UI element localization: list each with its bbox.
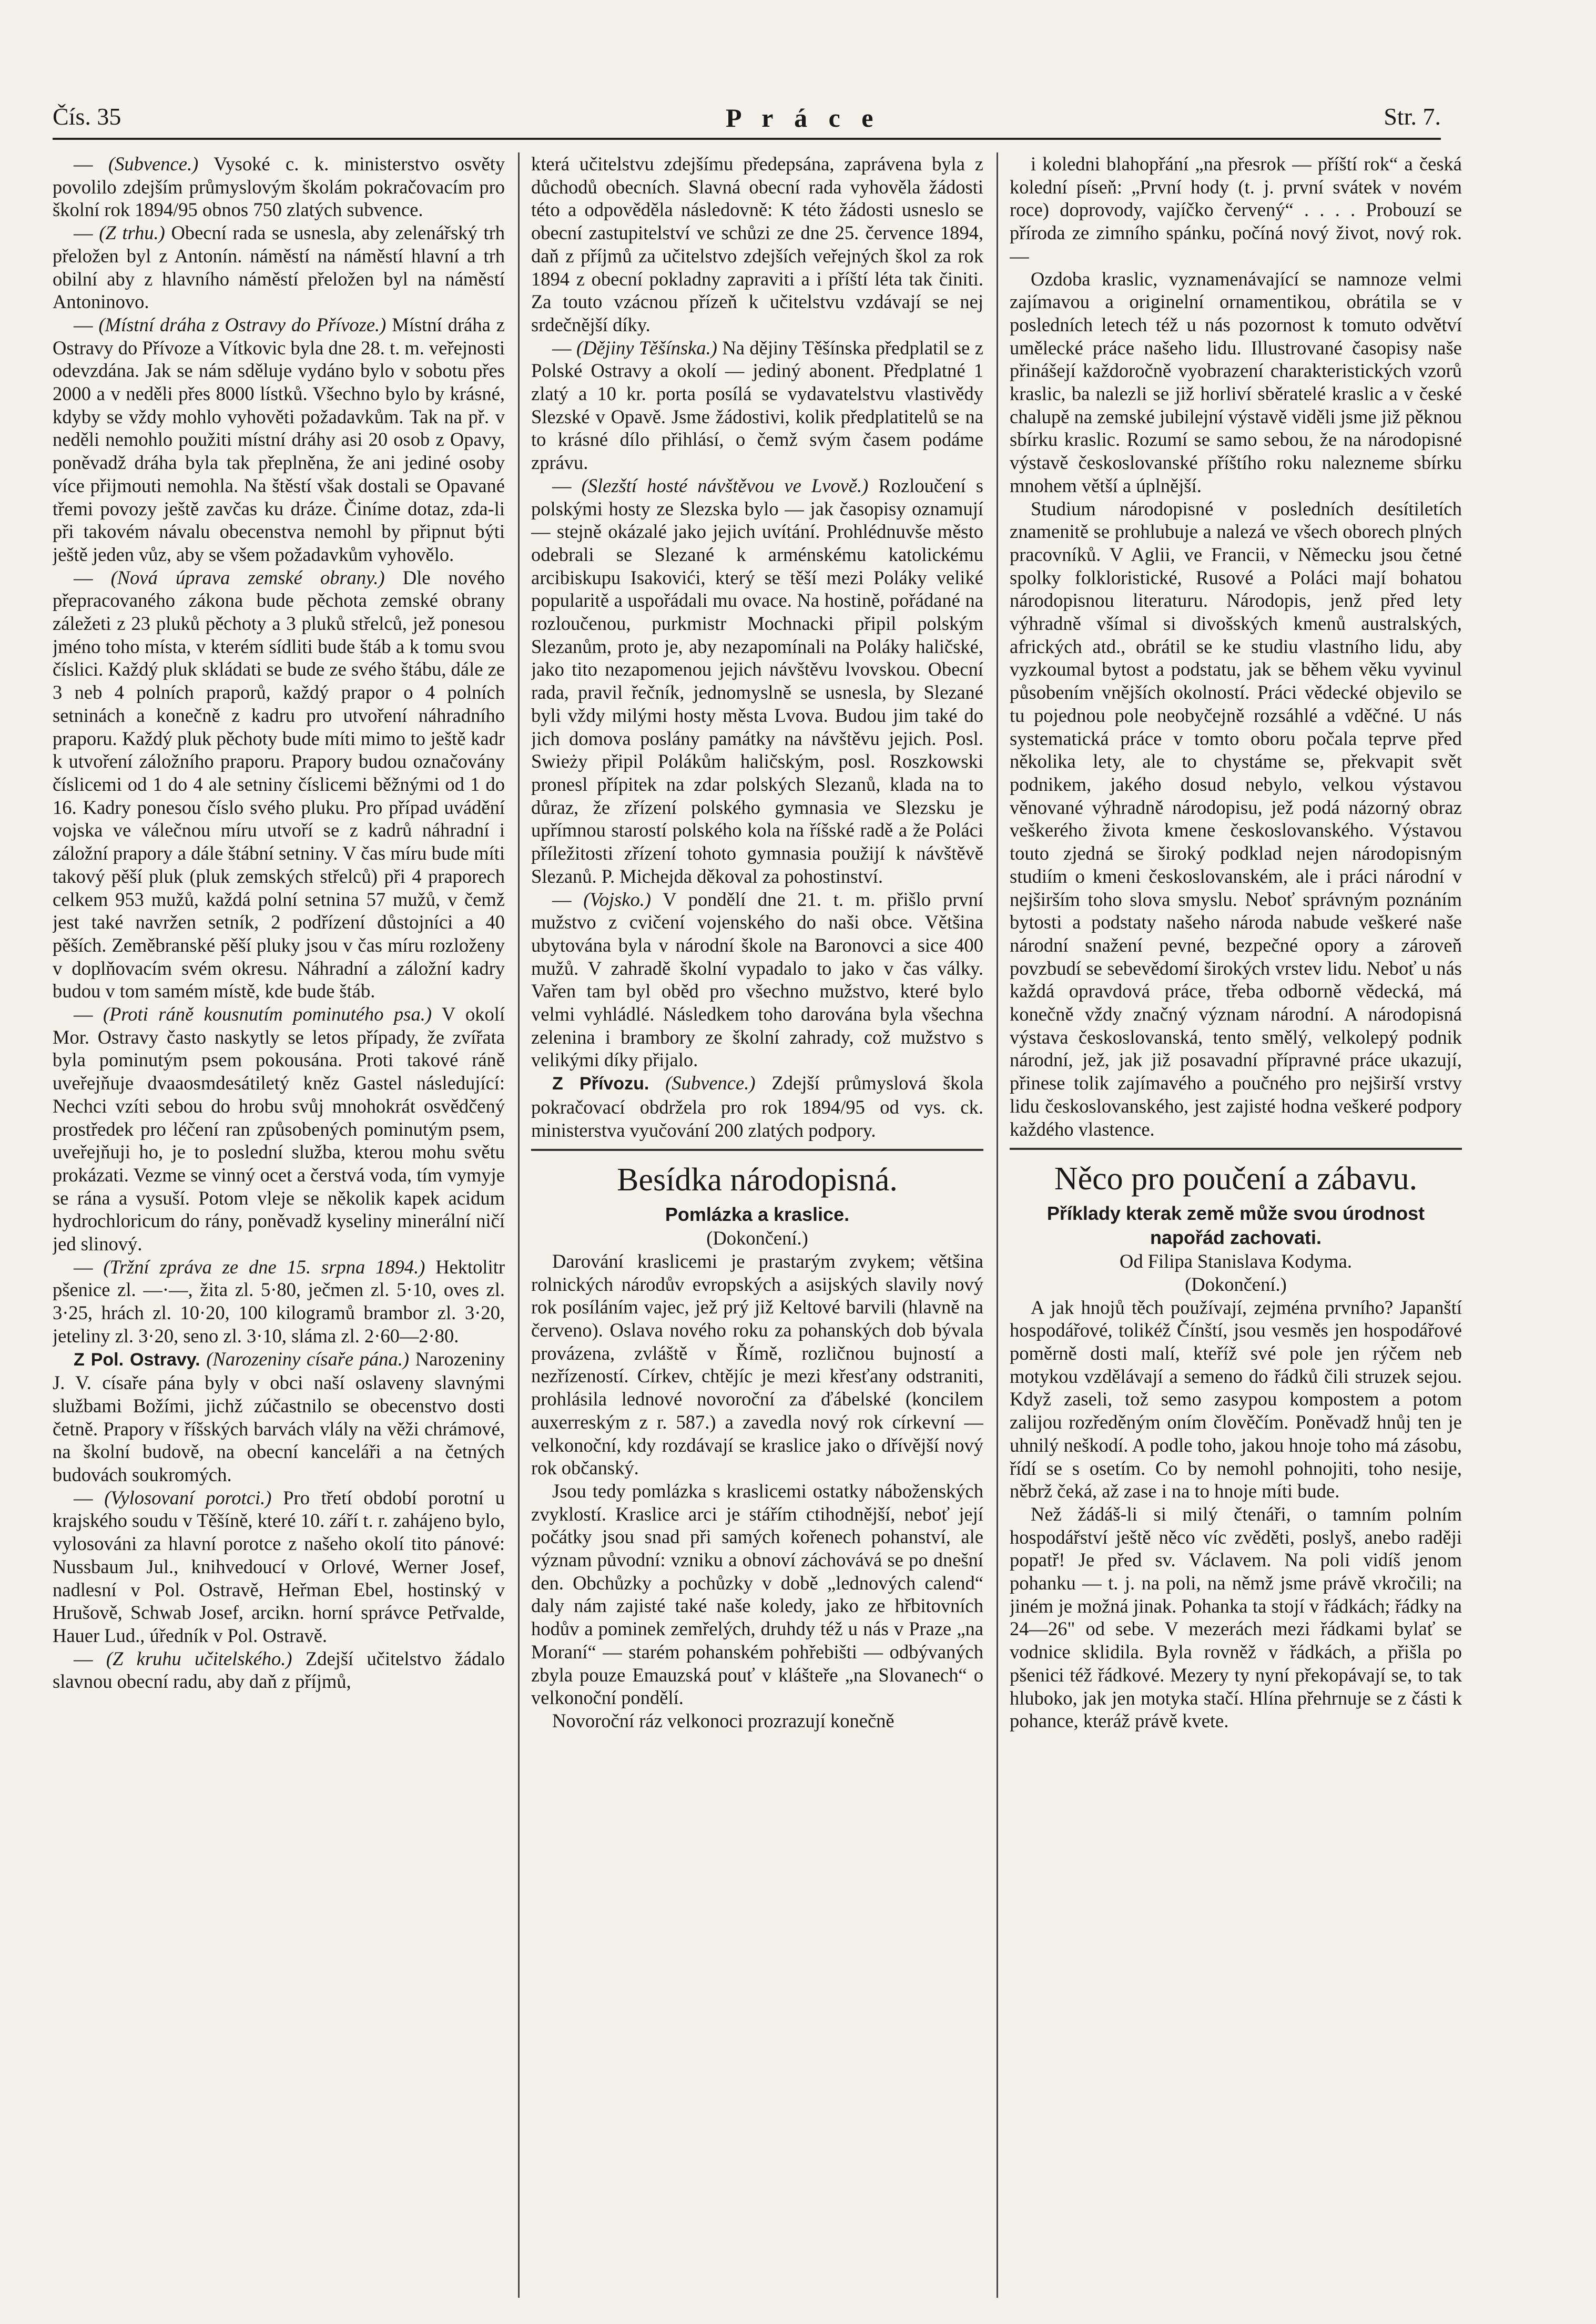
- article-text: Vysoké c. k. ministerstvo osvěty povolilo zdejším průmyslovým školám pokračovacím pro školní rok 1894/95 obnos 750 zlatých subvence.: [53, 153, 505, 221]
- neco-title: Něco pro poučení a zábavu.: [1054, 1161, 1418, 1197]
- article-paragraph: [53, 1348, 505, 1486]
- article-text: Narozeniny J. V. císaře pána byly v obci naší oslaveny slavnými službami Božími, jichž zúčastnilo se obecenstvo dosti četně. Prapory v říšských barvách vlály na věži chrámové, na školní budově, na obecní kanceláři a na četných budovách soukromých.: [53, 1348, 505, 1486]
- article-paragraph: — (Subvence.) Vysoké c. k. ministerstvo osvěty povolilo zdejším průmyslovým školám pokračovacím pro školní rok 1894/95 obnos 750 zlatých subvence.: [53, 153, 505, 221]
- header-rule: [53, 138, 1441, 140]
- issue-number: Čís. 35: [53, 103, 121, 130]
- page-number: Str. 7.: [1384, 103, 1441, 130]
- article-heading: (Tržní zpráva ze dne 15. srpna 1894.): [103, 1256, 425, 1278]
- article-text: Místní dráha z Ostravy do Přívoze a Vítkovic byla dne 28. t. m. veřejnosti odevzdána. Jak se nám sděluje vydáno bylo v sobotu přes 2000 a v neděli přes 8000 lístků. Všechno bylo by krásné, kdyby se vždy mohlo vyhověti požadavkům. Tak na př. v neděli nemohlo použiti místní dráhy asi 20 osob z Opavy, poněvadž dráha byla tak přeplněna, že ani jediné osoby více přijmouti nemohla. Na štěstí však dostali se Opavané třemi povozy ještě zavčas ku dráze. Činíme dotaz, zda-li při takovém návalu obecenstva nemohl by připnut býti ještě jeden vůz, aby se všem požadavkům vyhovělo.: [53, 313, 505, 565]
- article-text: V okolí Mor. Ostravy často naskytly se letos případy, že zvířata byla pominutým psem pokousána. Proti takové ráně uveřejňuje dvaaosmdesátiletý kněz Gastel následující: Nechci vzíti sebou do hrobu svůj mnohokrát osvědčený prostředek pro léčení ran způsobených pominutým psem, uveřejňuji ho, je to poslední služba, kterou mohu světu prokázati. Vezme se vinný ocet a čerstvá voda, tím vymyje se rána a vysuší. Potom vleje se několik kapek acidum hydrochloricum do rány, poněvadž kyseliny minerální ničí jed slinový.: [53, 1003, 505, 1255]
- article-paragraph: Studium národopisné v posledních desítiletích znamenitě se prohlubuje a nalezá ve všech oborech plných pracovníků. V Aglii, ve Francii, v Německu jsou četné spolky folkloristické, Rusové a Poláci mají bohatou národopisnou literaturu. Národopis, jenž před lety výhradně všímal si divošských kmenů australských, afrických atd., obrátil se ke studiu vlastního lidu, aby vyzkoumal bytost a podstatu, jak se během věku vyvinul působením vnějších okolností. Práci vědecké objevilo se tu pojednou pole neobyčejně rozsáhlé a vděčné. U nás systematická práce v tomto oboru počala teprve před několika lety, ale to chystáme se, překvapit svět podnikem, jakého dosud nebylo, velkou výstavou věnované výhradně národopisu, jež podá názorný obraz veškerého života kmene českoslovanského. Výstavou touto zjedná se široký podklad nejen národopisným studiím o kmeni českoslovanském, ale i práci národní v nejširším toho slova smyslu. Neboť správným poznáním bytosti a podstaty našeho národa nabude veškeré naše národní snažení pevné, bezpečné opory a zároveň povzbudí se sebevědomí širokých vrstev lidu. Neboť u nás každá opravdová práce, třeba odborně vědecká, má konečně vždy značný význam národní. A národopisná výstava českoslovanská, tento smělý, velkolepý podnik národní, jež, jak již posavadní přípravné práce ukazují, přinese tolik zajímavého a poučného pro nejširší vrstvy lidu českoslovanského, jest zajisté hodna veškeré podpory každého vlastence.: [1010, 497, 1462, 1140]
- article-paragraph: [531, 152, 983, 337]
- article-text: která učitelstvu zdejšímu předepsána, zaprávena byla z důchodů obecních. Slavná obecní rada vyhověla žádosti této a odpověděla následovně: K této žádosti usneslo se obecní zastupitelství ve schůzi ze dne 25. července 1894, daň z příjmů za učitelstvo zdejších veřejných škol za rok 1894 z obecní pokladny zapraviti a i příští léta tak činiti. Za touto vzácnou přízeň k učitelstvu vzdávají se nej srdečnější díky.: [531, 153, 983, 335]
- article-text: V pondělí dne 21. t. m. přišlo první mužstvo z cvičení vojenského do naši obce. Většina ubytována byla v národní škole na Baronovci a sice 400 mužů. V zahradě školní vypadalo to jako v čas války. Vařen tam byl oběd pro všechno mužstvo, které bylo velmi vyhládlé. Následkem toho darována byla všechna zelenina i brambory ze školní zahrady, což mužstvo s velikými díky přijalo.: [531, 888, 983, 1071]
- article-text: Hektolitr pšenice zl. —·—, žita zl. 5·80, ječmen zl. 5·10, oves zl. 3·25, hrách zl. 10·20, 100 kilogramů brambor zl. 3·20, jeteliny zl. 3·20, seno zl. 3·10, sláma zl. 2·60—2·80.: [53, 1256, 505, 1347]
- article-paragraph: — (Vylosovaní porotci.) Pro třetí období porotní u krajského soudu v Těšíně, které 10. září t. r. zahájeno bylo, vylosováni za hlavní porotce z našeho okolí tito pánové: Nussbaum Jul., knihvedoucí v Orlové, Werner Josef, nadlesní v Pol. Ostravě, Heřman Ebel, hostinský v Hrušově, Schwab Josef, arcikn. horní správce Petřvalde, Hauer Lud., úředník v Pol. Ostravě.: [53, 1486, 505, 1646]
- article-heading: (Vojsko.): [583, 888, 652, 910]
- neco-continued: (Dokončení.): [1185, 1273, 1287, 1295]
- article-paragraph: Jsou tedy pomlázka s kraslicemi ostatky náboženských zvyklostí. Kraslice arci je stářím ctihodnější, neboť její počátky jsou snad při samých kořenech pohanství, ale význam původní: vzniku a obnoví záchovává se po dnešní den. Obchůzky a pochůzky v době „lednových calend“ daly nám zajisté také naše koledy, jako ze hřbitovních hodův a pominek zemřelých, druhdy též u nás v Praze „na Moraní“ — starém pohanském pohřebišti — odbývaných zbyla pouze Emauzská pouť v klášteře „na Slovanech“ o velkonoční pondělí.: [531, 1480, 983, 1709]
- column-1: [53, 152, 505, 2298]
- column-2-news: [531, 152, 983, 1141]
- article-text: Pro třetí období porotní u krajského soudu v Těšíně, které 10. září t. r. zahájeno bylo, vylosováni za hlavní porotce z našeho okolí tito pánové: Nussbaum Jul., knihvedoucí v Orlové, Werner Josef, nadlesní v Pol. Ostravě, Heřman Ebel, hostinský v Hrušově, Schwab Josef, arcikn. horní správce Petřvalde, Hauer Lud., úředník v Pol. Ostravě.: [53, 1486, 505, 1646]
- article-paragraph: — (Místní dráha z Ostravy do Přívoze.) Místní dráha z Ostravy do Přívoze a Vítkovic byla dne 28. t. m. veřejnosti odevzdána. Jak se nám sděluje vydáno bylo v sobotu přes 2000 a v neděli přes 8000 lístků. Všechno bylo by krásné, kdyby se vždy mohlo vyhověti požadavkům. Tak na př. v neděli nemohlo použiti místní dráhy asi 20 osob z Opavy, poněvadž dráha byla tak přeplněna, že ani jediné osoby více přijmouti nemohla. Na štěstí však dostali se Opavané třemi povozy ještě zavčas ku dráze. Činíme dotaz, zda-li při takovém návalu obecenstva nemohl by připnut býti ještě jeden vůz, aby se všem požadavkům vyhovělo.: [53, 313, 505, 565]
- article-paragraph: — (Nová úprava zemské obrany.) Dle nového přepracovaného zákona bude pěchota zemské obrany záležeti z 23 pluků pěchoty a 3 pluků střelců, jež ponesou jméno toho místa, v kterém sídliti bude štáb a k tomu svou číslici. Každý pluk skládati se bude ze svého štábu, dále ze 3 neb 4 polních praporů, každý prapor o 4 polních setninách a konečně z kadru pro utvoření náhradního praporu. Každý pluk pěchoty bude míti mimo to ještě kadr k utvoření záložního praporu. Prapory budou označovány číslicemi od 1 do 4 ale setniny číslicemi běžnými od 1 do 16. Kadry ponesou číslo svého pluku. Pro případ uvádění vojska ve válečnou míru utvoří se z kadrů náhradní i záložní prapory a dále štábní setniny. V čas míru bude míti takový pěší pluk (pluk zemských střelců) při 4 praporech celkem 953 mužů, každá polní setnina 57 mužů, v čemž jest také navržen setník, 2 podřízení důstojníci a 40 pěších. Zeměbranské pěší pluky jsou v čas míru rozloženy v doplňovacím svém okresu. Náhradní a záložní kadry budou v tom samém místě, kde bude štáb.: [53, 566, 505, 1002]
- column-3: [1010, 152, 1462, 2298]
- article-paragraph: Než žádáš-li si milý čtenáři, o tamním polním hospodářství ještě něco víc zvěděti, poslyš, anebo raději popatř! Je před sv. Václavem. Na poli vidíš jenom pohanku — t. j. na poli, na němž jsme právě vkročili; na jiném je možná jinak. Pohanka ta stojí v řádkách; řádky na 24—26" od sebe. V mezerách mezi řádkami bylať se vodnice sklidila. Byla rovněž v řádkách, a přišla po pšenici též řádkové. Mezery ty nyní překopávají se, to tak hluboko, jak jen motyka stačí. Hlína přehrnuje se z části k pohance, kteráž právě kvete.: [1010, 1503, 1462, 1732]
- newspaper-title: P r á c e: [726, 103, 881, 132]
- article-paragraph: — (Tržní zpráva ze dne 15. srpna 1894.) Hektolitr pšenice zl. —·—, žita zl. 5·80, ječmen zl. 5·10, oves zl. 3·25, hrách zl. 10·20, 100 kilogramů brambor zl. 3·20, jeteliny zl. 3·20, seno zl. 3·10, sláma zl. 2·60—2·80.: [53, 1256, 505, 1347]
- neco-subtitle: Příklady kterak země může svou úrodnost napořád zachovati.: [1046, 1202, 1425, 1249]
- article-paragraph: [531, 1072, 983, 1141]
- column-rule: [518, 152, 520, 2298]
- article-paragraph: — (Vojsko.) V pondělí dne 21. t. m. přišlo první mužstvo z cvičení vojenského do naši obce. Většina ubytována byla v národní škole na Baronovci a sice 400 mužů. V zahradě školní vypadalo to jako v čas války. Vařen tam byl oběd pro všechno mužstvo, které bylo velmi vyhládlé. Následkem toho darována byla všechna zelenina i brambory ze školní zahrady, což mužstvo s velikými díky přijalo.: [531, 888, 983, 1071]
- section-rule: [531, 1149, 983, 1151]
- besidka-title: Besídka národopisná.: [617, 1162, 898, 1198]
- article-text: Dle nového přepracovaného zákona bude pěchota zemské obrany záležeti z 23 pluků pěchoty a 3 pluků střelců, jež ponesou jméno toho místa, v kterém sídliti bude štáb a k tomu svou číslici. Každý pluk skládati se bude ze svého štábu, dále ze 3 neb 4 polních praporů, každý prapor o 4 polních setninách a konečně z kadru pro utvoření náhradního praporu. Každý pluk pěchoty bude míti mimo to ještě kadr k utvoření záložního praporu. Prapory budou označovány číslicemi od 1 do 4 ale setniny číslicemi běžnými od 1 do 16. Kadry ponesou číslo svého pluku. Pro případ uvádění vojska ve válečnou míru utvoří se z kadrů náhradní i záložní prapory a dále štábní setniny. V čas míru bude míti takový pěší pluk (pluk zemských střelců) při 4 praporech celkem 953 mužů, každá polní setnina 57 mužů, v čemž jest také navržen setník, 2 podřízení důstojníci a 40 pěších. Zeměbranské pěší pluky jsou v čas míru rozloženy v doplňovacím svém okresu. Náhradní a záložní kadry budou v tom samém místě, kde bude štáb.: [53, 566, 505, 1002]
- place-heading: Z Přívozu.: [552, 1074, 649, 1094]
- article-heading: (Subvence.): [108, 153, 199, 175]
- article-heading: (Vylosovaní porotci.): [104, 1486, 272, 1508]
- article-heading: (Z kruhu učitelského.): [106, 1647, 292, 1669]
- article-paragraph: Novoroční ráz velkonoci prozrazují konečně: [552, 1710, 894, 1731]
- article-text: Zdejší učitelstvo žádalo slavnou obecní radu, aby daň z příjmů,: [53, 1647, 505, 1693]
- neco-body: [1010, 1296, 1462, 1732]
- article-paragraph: — (Dějiny Těšínska.) Na dějiny Těšínska předplatil se z Polské Ostravy a okolí — jediný abonent. Předplatné 1 zlatý a 10 kr. porta posílá se vydavatelstvu vlastivědy Slezské v Opavě. Jsme žádostivi, kolik předplatitelů se na to krásné dílo přihlásí, o čemž svým časem podáme zprávu.: [531, 337, 983, 474]
- page-header: [53, 103, 1441, 134]
- article-text: Na dějiny Těšínska předplatil se z Polské Ostravy a okolí — jediný abonent. Předplatné 1 zlatý a 10 kr. porta posílá se vydavatelstvu vlastivědy Slezské v Opavě. Jsme žádostivi, kolik předplatitelů se na to krásné dílo přihlásí, o čemž svým časem podáme zprávu.: [531, 337, 983, 474]
- article-paragraph: — (Slezští hosté návštěvou ve Lvově.) Rozloučení s polskými hosty ze Slezska bylo — jak časopisy oznamují — stejně okázalé jako jejich uvítání. Prohlédnuvše město odebrali se Slezané k arménskému katolickému arcibiskupu Isakovići, který se těší mezi Poláky veliké popularitě a uspořádali mu ovace. Na hostině, pořádané na rozloučenou, purkmistr Mochnacki připil polským Slezanům, proto je, aby nezapomínali na Poláky haličské, jako tito nezapomenou jejich návštěvu lvovskou. Obecní rada, pravil řečník, jednomyslně se usnesla, by Slezané byli vždy milými hosty města Lvova. Budou jim také do jich domova poslány památky na návštěvu jejich. Posl. Swieży připil Polákům haličským, posl. Roszkowski pronesl přípitek na zdar polských Slezanů, klada na to důraz, že zřízení polského gymnasia ve Slezsku je upřímnou starostí polského kola na říšské radě a že Poláci příležitosti zřízení tohoto gymnasia použijí k návštěvě Slezanů. P. Michejda děkoval za pohostinství.: [531, 474, 983, 887]
- neco-author: Od Filipa Stanislava Kodyma.: [1119, 1250, 1352, 1272]
- article-paragraph: Darování kraslicemi je prastarým zvykem; většina rolnických národův evropských a asijských slavily nový rok posíláním vajec, jež prý již Keltové barvili (hlavně na červeno). Oslava nového roku za pohanských dob bývala provázena, zvláště v Římě, rozličnou bujností a nezřízeností. Církev, chtějíc je mezi křesťany odstraniti, prohlásila lednové novoroční za ďábelské (koncilem auxerreským z r. 587.) a zavedla nový rok církevní — velkonoční, kdy rozdávají se kraslice jako o dřívější nový rok občanský.: [531, 1250, 983, 1479]
- place-heading: Z Pol. Ostravy.: [74, 1349, 200, 1370]
- article-heading: (Slezští hosté návštěvou ve Lvově.): [581, 474, 869, 496]
- besidka-continued: (Dokončení.): [706, 1227, 808, 1249]
- column-3-body: [1010, 152, 1462, 1140]
- article-heading: (Narozeniny císaře pána.): [200, 1348, 410, 1370]
- article-paragraph: A jak hnojů těch používají, zejména prvního? Japanští hospodářové, tolikéž Čínští, jsou vesměs jen hospodářové poměrně dosti malí, kteříž své pole jen rýčem neb motykou vzdělávají a semeno do řádků čili struzek sejou. Když zaseli, tož semo zasypou kompostem a potom zalijou rozředěným oním člověčím. Poněvadž hnůj ten je uhnilý neškodí. A podle toho, jakou hnoje toho má zásobu, řídí se s osetím. Co by nemohl pohnojiti, toho nesije, něbrž čeká, až zase i na to hnoje míti bude.: [1010, 1296, 1462, 1502]
- article-text: Obecní rada se usnesla, aby zelenářský trh přeložen byl z Antonín. náměstí na náměstí hlavní a trh obilní aby z hlavního náměstí přeložen byl na náměstí Antoninovo.: [53, 222, 505, 313]
- article-heading: (Dějiny Těšínska.): [576, 337, 717, 359]
- article-paragraph: — (Z kruhu učitelského.) Zdejší učitelstvo žádalo slavnou obecní radu, aby daň z příjmů,: [53, 1647, 505, 1693]
- section-rule: [1010, 1148, 1462, 1150]
- besidka-subtitle: Pomlázka a kraslice.: [665, 1204, 850, 1226]
- besidka-body: [531, 1250, 983, 1732]
- article-paragraph: Ozdoba kraslic, vyznamenávající se namnoze velmi zajímavou a originelní ornamentikou, obrátila se v posledních letech též u nás pozornost k tomuto odvětví umělecké práce našeho lidu. Illustrované časopisy naše přinášejí každoročně vyobrazení charakteristických vzorů kraslic, ba nalezli se již horliví sběratelé kraslic a v české chalupě na zemské jubilejní výstavě viděli jsme již pěknou sbírku kraslic. Rozumí se samo sebou, že na národopisné výstavě českoslovanské příštího roku nalezneme sbírku mnohem větší a úplnější.: [1010, 268, 1462, 496]
- column-rule: [997, 152, 998, 2298]
- article-heading: (Z trhu.): [99, 222, 165, 244]
- article-heading: (Místní dráha z Ostravy do Přívoze.): [98, 313, 387, 335]
- article-heading: (Proti ráně kousnutím pominutého psa.): [103, 1003, 432, 1025]
- article-text: Rozloučení s polskými hosty ze Slezska bylo — jak časopisy oznamují — stejně okázalé jako jejich uvítání. Prohlédnuvše město odebrali se Slezané k arménskému katolickému arcibiskupu Isakovići, který se těší mezi Poláky veliké popularitě a uspořádali mu ovace. Na hostině, pořádané na rozloučenou, purkmistr Mochnacki připil polským Slezanům, proto je, aby nezapomínali na Poláky haličské, jako tito nezapomenou jejich návštěvu lvovskou. Obecní rada, pravil řečník, jednomyslně se usnesla, by Slezané byli vždy milými hosty města Lvova. Budou jim také do jich domova poslány památky na návštěvu jejich. Posl. Swieży připil Polákům haličským, posl. Roszkowski pronesl přípitek na zdar polských Slezanů, klada na to důraz, že zřízení polského gymnasia ve Slezsku je upřímnou starostí polského kola na říšské radě a že Poláci příležitosti zřízení tohoto gymnasia použijí k návštěvě Slezanů. P. Michejda děkoval za pohostinství.: [531, 474, 983, 887]
- article-paragraph: i koledni blahopřání „na přesrok — příští rok“ a česká kolední píseň: „První hody (t. j. první svátek v novém roce) doprovody, vajíčko červený“ . . . . Probouzí se příroda ze zimního spánku, počíná nový život, nový rok. —: [1010, 153, 1462, 267]
- article-heading: (Subvence.): [649, 1072, 756, 1094]
- column-2: [531, 152, 983, 2298]
- article-text: Zdejší průmyslová škola pokračovací obdržela pro rok 1894/95 od vys. ck. ministerstva vyučování 200 zlatých podpory.: [531, 1072, 983, 1141]
- article-heading: (Nová úprava zemské obrany.): [110, 566, 385, 588]
- article-paragraph: — (Proti ráně kousnutím pominutého psa.) V okolí Mor. Ostravy často naskytly se letos případy, že zvířata byla pominutým psem pokousána. Proti takové ráně uveřejňuje dvaaosmdesátiletý kněz Gastel následující: Nechci vzíti sebou do hrobu svůj mnohokrát osvědčený prostředek pro léčení ran způsobených pominutým psem, uveřejňuji ho, je to poslední služba, kterou mohu světu prokázati. Vezme se vinný ocet a čerstvá voda, tím vymyje se rána a vysuší. Potom vleje se několik kapek acidum hydrochloricum do rány, poněvadž kyseliny minerální ničí jed slinový.: [53, 1003, 505, 1255]
- article-paragraph: — (Z trhu.) Obecní rada se usnesla, aby zelenářský trh přeložen byl z Antonín. náměstí na náměstí hlavní a trh obilní aby z hlavního náměstí přeložen byl na náměstí Antoninovo.: [53, 222, 505, 313]
